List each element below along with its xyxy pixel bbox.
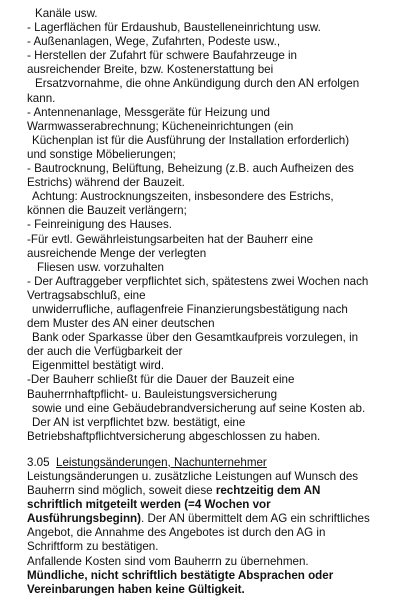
list-item-line: -Für evtl. Gewährleistungsarbeiten hat der Bauherr eine (27, 232, 314, 246)
notice-line: Vereinbarungen haben keine Gültigkeit. (27, 582, 245, 596)
paragraph-text: . Der AN übermittelt dem AG ein schriftliches (141, 512, 370, 526)
section-number: 3.05 (27, 455, 50, 469)
list-item-line: ausreichende Menge der verlegten (27, 246, 207, 260)
list-item-line: - Außenanlagen, Wege, Zufahrten, Podeste usw., (27, 35, 281, 49)
paragraph-line: Angebot, die Annahme des Angebotes ist durch den AG in (27, 526, 326, 540)
list-item-line: Eigenmittel bestätigt wird. (32, 359, 165, 373)
list-item-line: Estrichs) während der Bauzeit. (27, 176, 185, 190)
paragraph-line: Anfallende Kosten sind vom Bauherrn zu übernehmen. (27, 554, 309, 568)
list-item-line: Ersatzvornahme, die ohne Ankündigung durch den AN erfolgen (35, 77, 360, 91)
document-body (27, 7, 399, 597)
list-item-line: kann. (27, 91, 56, 105)
emphasis-text: rechtzeitig dem AN (215, 484, 321, 498)
list-item-line: und sonstige Möbelierungen; (27, 147, 176, 161)
paragraph-line (27, 484, 399, 498)
list-item-line: Vertragsabschluß, eine (27, 288, 146, 302)
emphasis-text: Ausführungsbeginn) (27, 512, 141, 526)
list-item-line: - Herstellen der Zufahrt für schwere Baufahrzeuge in (27, 49, 298, 63)
list-item-line: ausreichender Breite, bzw. Kostenerstattung bei (27, 63, 274, 77)
list-item-line: Fliesen usw. vorzuhalten (37, 260, 164, 274)
list-item-line: unwiderrufliche, auflagenfreie Finanzierungsbestätigung nach (32, 302, 348, 316)
list-item-line: Kanäle usw. (35, 7, 98, 20)
list-item-line: sowie und eine Gebäudebrandversicherung auf seine Kosten ab. (32, 401, 366, 415)
list-item-line: Küchenplan ist für die Ausführung der Installation erforderlich) (32, 133, 350, 147)
section-heading (27, 456, 399, 470)
list-item-line: - Feinreinigung des Hauses. (27, 218, 173, 232)
paragraph-line: Leistungsänderungen u. zusätzliche Leistungen auf Wunsch des (27, 470, 359, 483)
list-item-line: Betriebshaftpflichtversicherung abgeschlossen zu haben. (27, 429, 321, 443)
notice-line: Mündliche, nicht schriftlich bestätigte Absprachen oder (27, 568, 334, 582)
list-item-line: Achtung: Austrocknungszeiten, insbesondere des Estrichs, (32, 190, 334, 204)
list-item-line: -Der Bauherr schließt für die Dauer der Bauzeit eine (27, 373, 295, 387)
list-item-line: - Antennenanlage, Messgeräte für Heizung und (27, 105, 270, 119)
list-item-line: - Der Auftraggeber verpflichtet sich, spätestens zwei Wochen nach (27, 274, 369, 288)
section-title: Leistungsänderungen, Nachunternehmer (56, 455, 267, 469)
list-item-line: Bauherrnhaftpflicht- u. Bauleistungsversicherung (27, 387, 278, 401)
emphasis-line: schriftlich mitgeteilt werden (=4 Wochen vor (27, 498, 271, 512)
list-item-line: - Bautrocknung, Belüftung, Beheizung (z.B. auch Aufheizen des (27, 162, 354, 176)
paragraph-text: Bauherrn sind möglich, soweit diese (27, 484, 216, 498)
list-item-line: können die Bauzeit verlängern; (27, 204, 187, 218)
list-item-line: Der AN ist verpflichtet bzw. bestätigt, eine (32, 415, 246, 429)
paragraph-line (27, 512, 399, 526)
paragraph-line: Schriftform zu bestätigen. (27, 540, 159, 554)
list-item-line: der auch die Verfügbarkeit der (27, 345, 183, 359)
list-item-line: Bank oder Sparkasse über den Gesamtkaufpreis vorzulegen, in (32, 331, 359, 345)
list-item-line: dem Muster des AN einer deutschen (27, 317, 215, 331)
list-item-line: Warmwasserabrechnung; Kücheneinrichtungen (ein (27, 119, 294, 133)
section-spacer (27, 444, 399, 456)
list-item-line: - Lagerflächen für Erdaushub, Baustelleneinrichtung usw. (27, 21, 321, 35)
